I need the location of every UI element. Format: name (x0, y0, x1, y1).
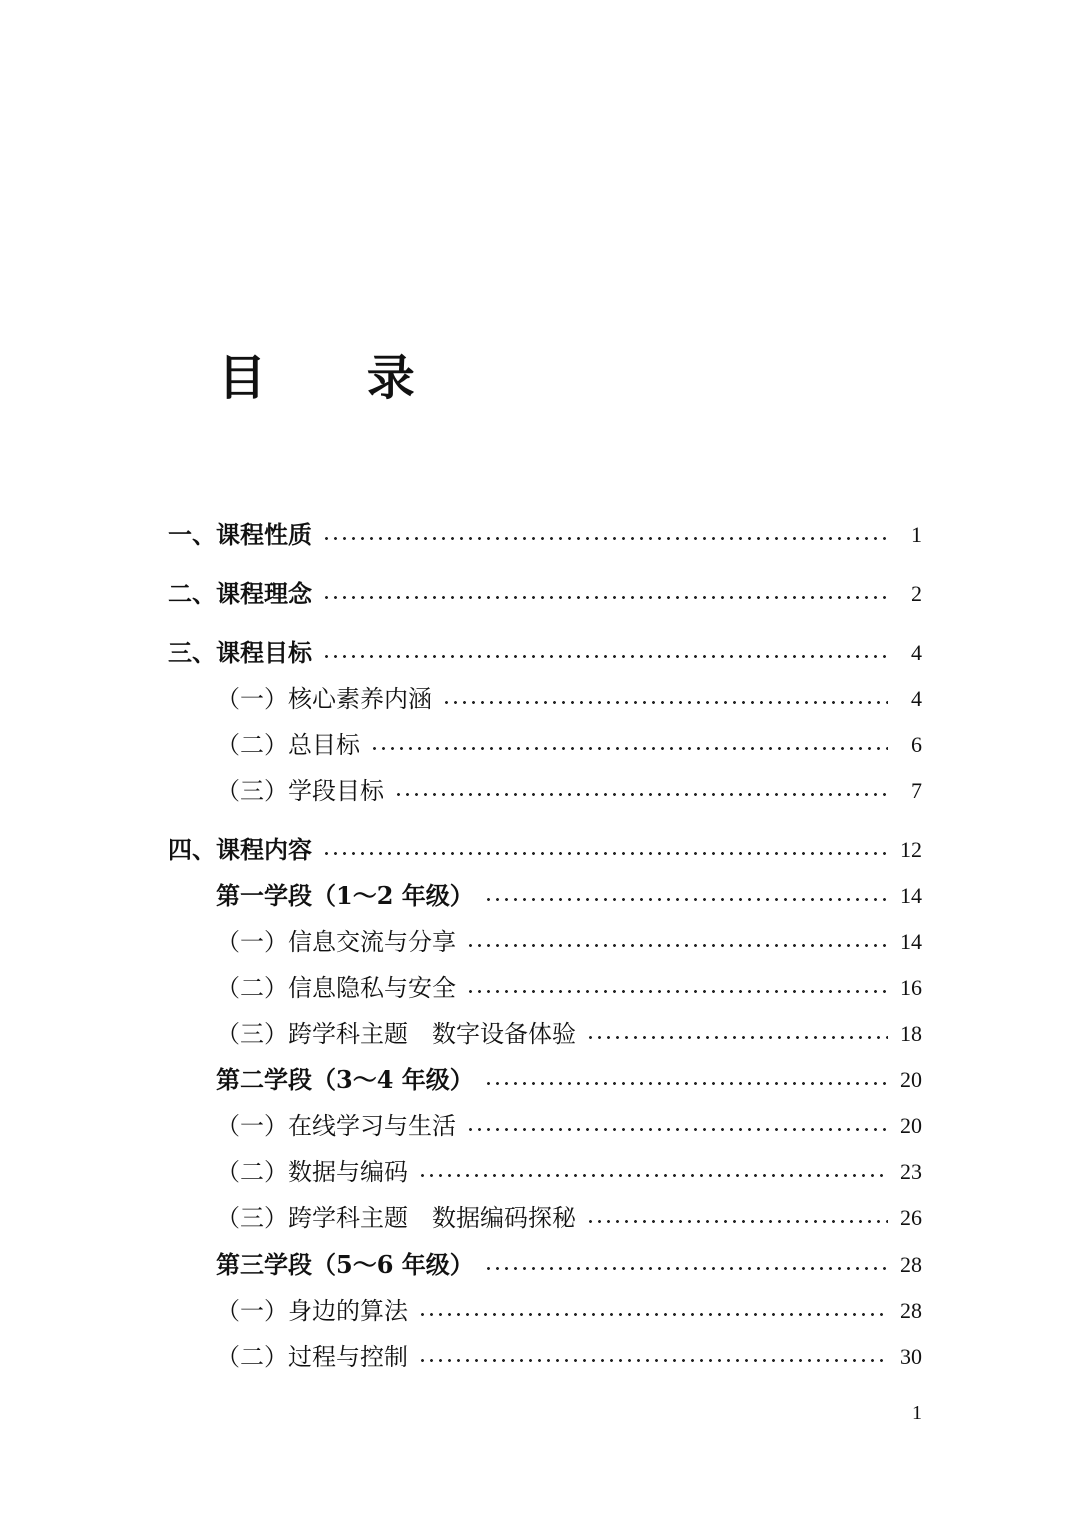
toc-entry-page: 20 (900, 1113, 922, 1138)
toc-entry-stage-three[interactable] (168, 1247, 922, 1283)
toc-entry-title-part-2: 数字设备体验 (432, 1020, 576, 1048)
toc-entry-info-exchange[interactable] (168, 924, 922, 960)
dot-leader (484, 898, 888, 901)
toc-entry-title: （二）信息隐私与安全 (216, 974, 456, 1002)
toc-entry-online-learning[interactable] (168, 1108, 922, 1144)
toc-entry-page: 26 (900, 1205, 922, 1230)
toc-entry-page: 2 (911, 581, 922, 606)
toc-entry-title: （二）总目标 (216, 731, 360, 759)
toc-entry-title: 四、课程内容 (168, 835, 312, 864)
toc-entry-page: 14 (900, 929, 922, 954)
toc-entry-title: （一）身边的算法 (216, 1297, 408, 1325)
toc-entry-page: 6 (911, 732, 922, 757)
toc-entry-title-part-1: （三）跨学科主题 (216, 1204, 408, 1232)
toc-entry-digital-devices[interactable] (168, 1016, 922, 1052)
toc-entry-course-content[interactable] (168, 832, 922, 868)
toc-entry-algorithms[interactable] (168, 1293, 922, 1329)
toc-entry-course-nature[interactable] (168, 517, 922, 553)
toc-entry-page: 20 (900, 1067, 922, 1092)
toc-entry-title-part-1: （三）跨学科主题 (216, 1020, 408, 1048)
toc-entry-title: 一、课程性质 (168, 520, 312, 549)
page-title: 目 录 (218, 350, 457, 406)
toc-entry-encoding-explore[interactable] (168, 1200, 922, 1236)
toc-entry-title: 二、课程理念 (168, 579, 312, 608)
dot-leader (394, 793, 888, 796)
toc-entry-page: 14 (900, 883, 922, 908)
dot-leader (466, 944, 888, 947)
toc-entry-stage-one[interactable] (168, 878, 922, 914)
toc-entry-info-privacy[interactable] (168, 970, 922, 1006)
toc-entry-title: （二）过程与控制 (216, 1343, 408, 1371)
toc-entry-title: （一）在线学习与生活 (216, 1112, 456, 1140)
toc-entry-title: （二）数据与编码 (216, 1158, 408, 1186)
dot-leader (466, 990, 888, 993)
toc-entry-title: （一）核心素养内涵 (216, 685, 432, 713)
toc-entry-title (216, 1200, 576, 1236)
toc-entry-page: 16 (900, 975, 922, 1000)
dot-leader (586, 1036, 888, 1039)
toc-entry-page: 23 (900, 1159, 922, 1184)
toc-entry-process-control[interactable] (168, 1339, 922, 1375)
toc-entry-data-encoding[interactable] (168, 1154, 922, 1190)
dot-leader (484, 1082, 888, 1085)
toc-entry-title: 第二学段（3～4 年级） (216, 1065, 474, 1094)
toc-entry-general-objectives[interactable] (168, 727, 922, 763)
toc-entry-title: （三）学段目标 (216, 777, 384, 805)
toc-entry-page: 12 (900, 837, 922, 862)
toc-entry-page: 4 (911, 640, 922, 665)
dot-leader (322, 852, 888, 855)
toc-entry-stage-objectives[interactable] (168, 773, 922, 809)
toc-entry-title: 第三学段（5～6 年级） (216, 1250, 474, 1279)
dot-leader (586, 1220, 888, 1223)
toc-entry-page: 4 (911, 686, 922, 711)
page-number: 1 (912, 1402, 922, 1424)
dot-leader (322, 537, 888, 540)
toc-entry-title: （一）信息交流与分享 (216, 928, 456, 956)
dot-leader (370, 747, 888, 750)
dot-leader (466, 1128, 888, 1131)
toc-entry-stage-two[interactable] (168, 1062, 922, 1098)
dot-leader (418, 1359, 888, 1362)
toc-entry-page: 7 (911, 778, 922, 803)
toc-entry-title (216, 1016, 576, 1052)
toc-entry-title: 三、课程目标 (168, 638, 312, 667)
dot-leader (322, 655, 888, 658)
toc-entry-course-objectives[interactable] (168, 635, 922, 671)
toc-entry-page: 18 (900, 1021, 922, 1046)
toc-entry-title: 第一学段（1～2 年级） (216, 881, 474, 910)
toc-entry-page: 28 (900, 1252, 922, 1277)
dot-leader (442, 701, 888, 704)
dot-leader (418, 1174, 888, 1177)
toc-entry-page: 28 (900, 1298, 922, 1323)
toc-entry-page: 30 (900, 1344, 922, 1369)
toc-entry-core-literacy[interactable] (168, 681, 922, 717)
toc-entry-title-part-2: 数据编码探秘 (432, 1204, 576, 1232)
dot-leader (322, 596, 888, 599)
toc-entry-page: 1 (911, 522, 922, 547)
toc-entry-course-philosophy[interactable] (168, 576, 922, 612)
dot-leader (418, 1313, 888, 1316)
dot-leader (484, 1267, 888, 1270)
